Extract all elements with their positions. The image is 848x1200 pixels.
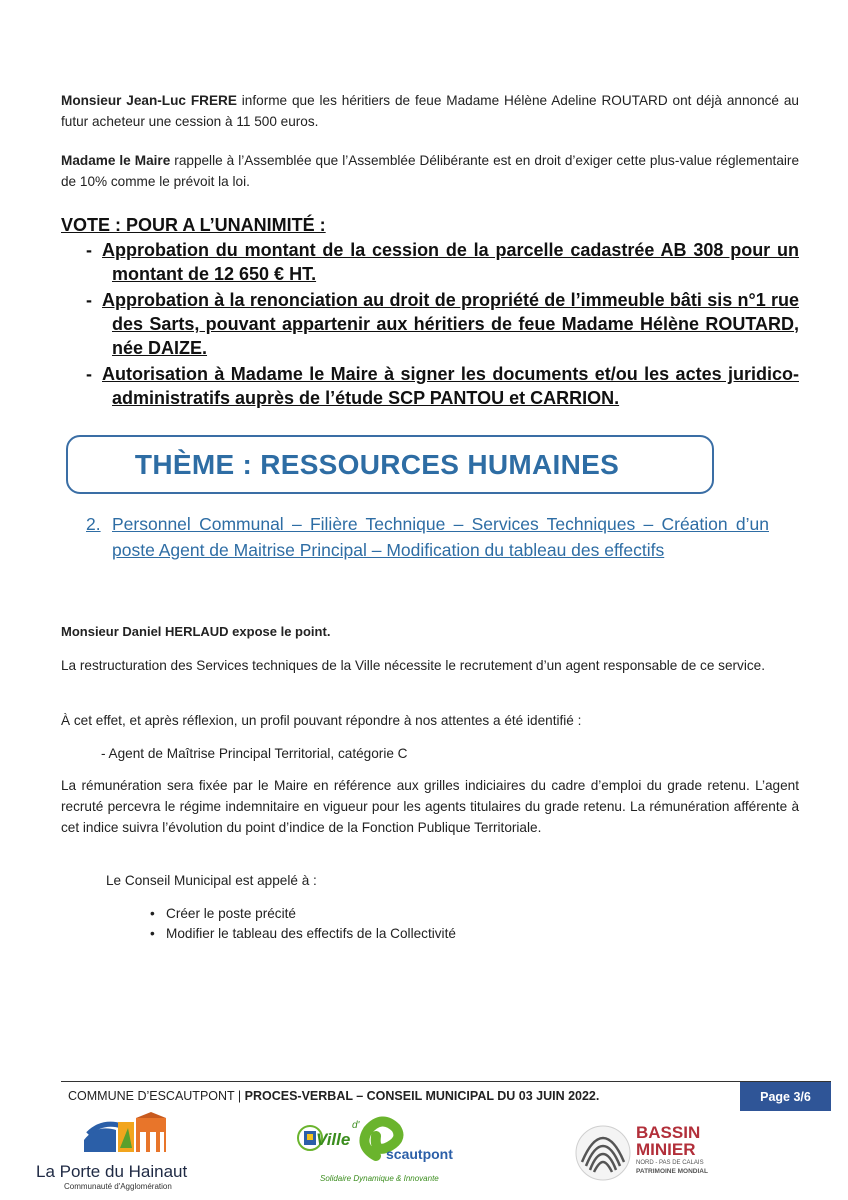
bullet-item: • Créer le poste précité: [150, 904, 456, 924]
porte-hainaut-subtitle: Communauté d'Agglomération: [64, 1182, 172, 1191]
porte-hainaut-logo: [36, 1112, 216, 1192]
paragraph-restructuration: La restructuration des Services techniques de la Ville nécessite le recrutement d’un agent responsable de ce service.: [61, 658, 766, 673]
paragraph-frere-text: informe que les héritiers de feue Madame Hélène Adeline ROUTARD ont déjà annoncé au futur acheteur une cession à 11 500 euros.: [61, 93, 799, 129]
escautpont-d: d': [352, 1120, 360, 1131]
porte-hainaut-emblem-icon: [36, 1112, 216, 1164]
speaker-maire: Madame le Maire: [61, 153, 171, 168]
dash-marker: -: [86, 290, 92, 310]
conseil-line: Le Conseil Municipal est appelé à :: [106, 873, 317, 888]
escautpont-ville: Ville: [316, 1130, 351, 1149]
bassin-line2: MINIER: [636, 1140, 696, 1159]
vote-item-text: Approbation du montant de la cession de la parcelle cadastrée AB 308 pour un montant de 12 650 € HT.: [102, 240, 799, 284]
expose-line: Monsieur Daniel HERLAUD expose le point.: [61, 624, 331, 639]
bassin-minier-emblem-icon: [574, 1122, 632, 1184]
bassin-minier-logo: [574, 1122, 714, 1192]
section-title: Personnel Communal – Filière Technique – Services Techniques – Création d’un poste Agent de Maitrise Principal – Modification du tableau des effectifs: [112, 514, 769, 560]
speaker-frere: Monsieur Jean-Luc FRERE: [61, 93, 237, 108]
theme-title: THÈME : RESSOURCES HUMAINES: [134, 448, 620, 480]
paragraph-frere: [61, 90, 799, 132]
bassin-line1: BASSIN: [636, 1123, 701, 1142]
footer-commune: COMMUNE D’ESCAUTPONT |: [68, 1089, 245, 1103]
bullet-item: • Modifier le tableau des effectifs de la Collectivité: [150, 924, 456, 944]
theme-box: [66, 435, 714, 494]
section-heading: [86, 511, 769, 563]
vote-item-text: Autorisation à Madame le Maire à signer les documents et/ou les actes juridico-administratifs auprès de l’étude SCP PANTOU et CARRION.: [102, 364, 799, 408]
footer-pv-title: PROCES-VERBAL – CONSEIL MUNICIPAL DU 03 JUIN 2022.: [244, 1089, 600, 1103]
escautpont-slogan: Solidaire Dynamique & Innovante: [320, 1174, 439, 1183]
vote-item: [86, 362, 799, 410]
footer-text: [68, 1089, 599, 1103]
vote-item: [86, 238, 799, 286]
dash-marker: -: [86, 364, 92, 384]
vote-item-text: Approbation à la renonciation au droit de propriété de l’immeuble bâti sis n°1 rue des Sarts, pouvant appartenir aux héritiers de feue Madame Hélène ROUTARD, née DAIZE.: [102, 290, 799, 358]
paragraph-maire-text: rappelle à l’Assemblée que l’Assemblée Délibérante est en droit d’exiger cette plus-value réglementaire de 10% comme le prévoit la loi.: [61, 153, 800, 189]
page-number-badge: Page 3/6: [740, 1082, 831, 1111]
escautpont-name: scautpont: [386, 1146, 453, 1162]
vote-item: [86, 288, 799, 360]
paragraph-remuneration: La rémunération sera fixée par le Maire en référence aux grilles indiciaires du cadre d’emploi du grade retenu. L’agent recruté percevra le régime indemnitaire en vigueur pour les agents titulaires du grade retenu. La rémunération afférente à cet indice suivra l’évolution du point d’indice de la Fonction Publique Territoriale.: [61, 778, 799, 835]
section-number: 2.: [86, 514, 101, 534]
bassin-line3: NORD - PAS DE CALAIS: [636, 1160, 704, 1166]
dash-marker: -: [86, 240, 92, 260]
vote-title: VOTE : POUR A L’UNANIMITÉ :: [61, 215, 326, 235]
paragraph-profil: À cet effet, et après réflexion, un profil pouvant répondre à nos attentes a été identifié :: [61, 713, 582, 728]
vote-list: [86, 238, 799, 412]
profil-item: - Agent de Maîtrise Principal Territorial, catégorie C: [101, 746, 408, 761]
bullet-list: [150, 904, 456, 944]
footer-divider: [61, 1081, 831, 1082]
porte-hainaut-name: La Porte du Hainaut: [36, 1162, 188, 1181]
paragraph-maire: [61, 150, 799, 192]
escautpont-logo: [296, 1116, 456, 1196]
bassin-line4: PATRIMOINE MONDIAL: [636, 1168, 708, 1175]
